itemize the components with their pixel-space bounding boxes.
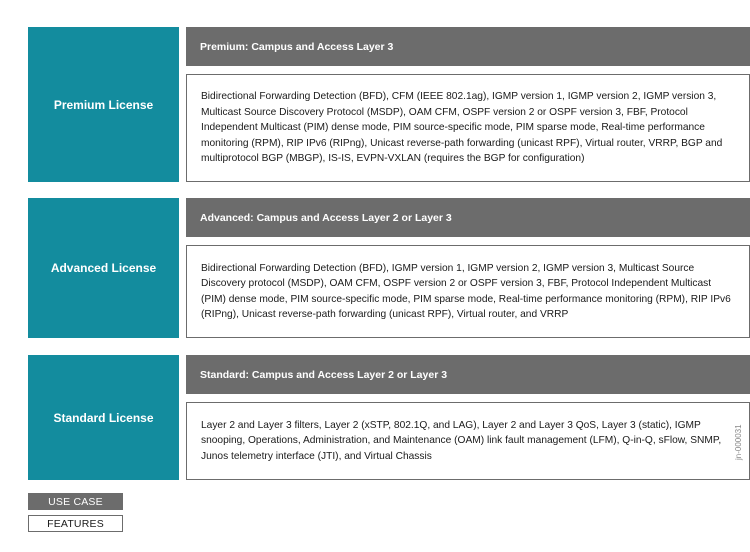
tier-advanced — [28, 198, 731, 338]
standard-license-box: Standard License — [28, 355, 179, 480]
tier-premium — [28, 27, 725, 182]
advanced-features-box — [186, 245, 750, 338]
premium-features-box — [186, 74, 750, 182]
advanced-features-text: Bidirectional Forwarding Detection (BFD), IGMP version 1, IGMP version 2, IGMP version 3, Multicast Source Discovery protocol (MSDP), OAM CFM, OSPF version 2 or OSPF version 3, FBF, Protocol Independent Multicast (PIM) dense mode, PIM source-specific mode, PIM sparse mode, Real-time performance monitoring (RPM), RIP IPv6 (RIPng), Unicast reverse-path forwarding (unicast RPF), Virtual router, and VRRP — [201, 262, 731, 320]
legend-use-case: USE CASE — [28, 493, 123, 510]
advanced-license-box: Advanced License — [28, 198, 179, 338]
premium-use-case-box: Premium: Campus and Access Layer 3 — [186, 27, 750, 66]
document-id: jn-000031 — [734, 424, 743, 460]
premium-features-text: Bidirectional Forwarding Detection (BFD), CFM (IEEE 802.1ag), IGMP version 1, IGMP version 2, IGMP version 3, Multicast Source Discovery Protocol (MSDP), OAM CFM, OSPF version 2 or OSPF version 3, FBF, Protocol Independent Multicast (PIM) dense mode, PIM source-specific mode, PIM sparse mode, Real-time performance monitoring (RPM), RIP IPv6 (RIPng), Unicast reverse-path forwarding (unicast RPF), Virtual router, VRRP, BGP and multiprotocol BGP (MBGP), IS-IS, EVPN-VXLAN (requires the BGP for configuration) — [201, 91, 723, 165]
tier-standard — [28, 355, 725, 480]
standard-features-text: Layer 2 and Layer 3 filters, Layer 2 (xSTP, 802.1Q, and LAG), Layer 2 and Layer 3 QoS, Layer 3 (static), IGMP snooping, Operations, Administration, and Maintenance (OAM) link fault management (LFM), Q-in-Q, sFlow, SNMP, Junos telemetry interface (JTI), and Virtual Chassis — [201, 419, 722, 462]
standard-use-case-box: Standard: Campus and Access Layer 2 or Layer 3 — [186, 355, 750, 394]
standard-features-box — [186, 402, 750, 480]
advanced-use-case-box: Advanced: Campus and Access Layer 2 or Layer 3 — [186, 198, 750, 237]
legend-features: FEATURES — [28, 515, 123, 532]
premium-license-box: Premium License — [28, 27, 179, 182]
